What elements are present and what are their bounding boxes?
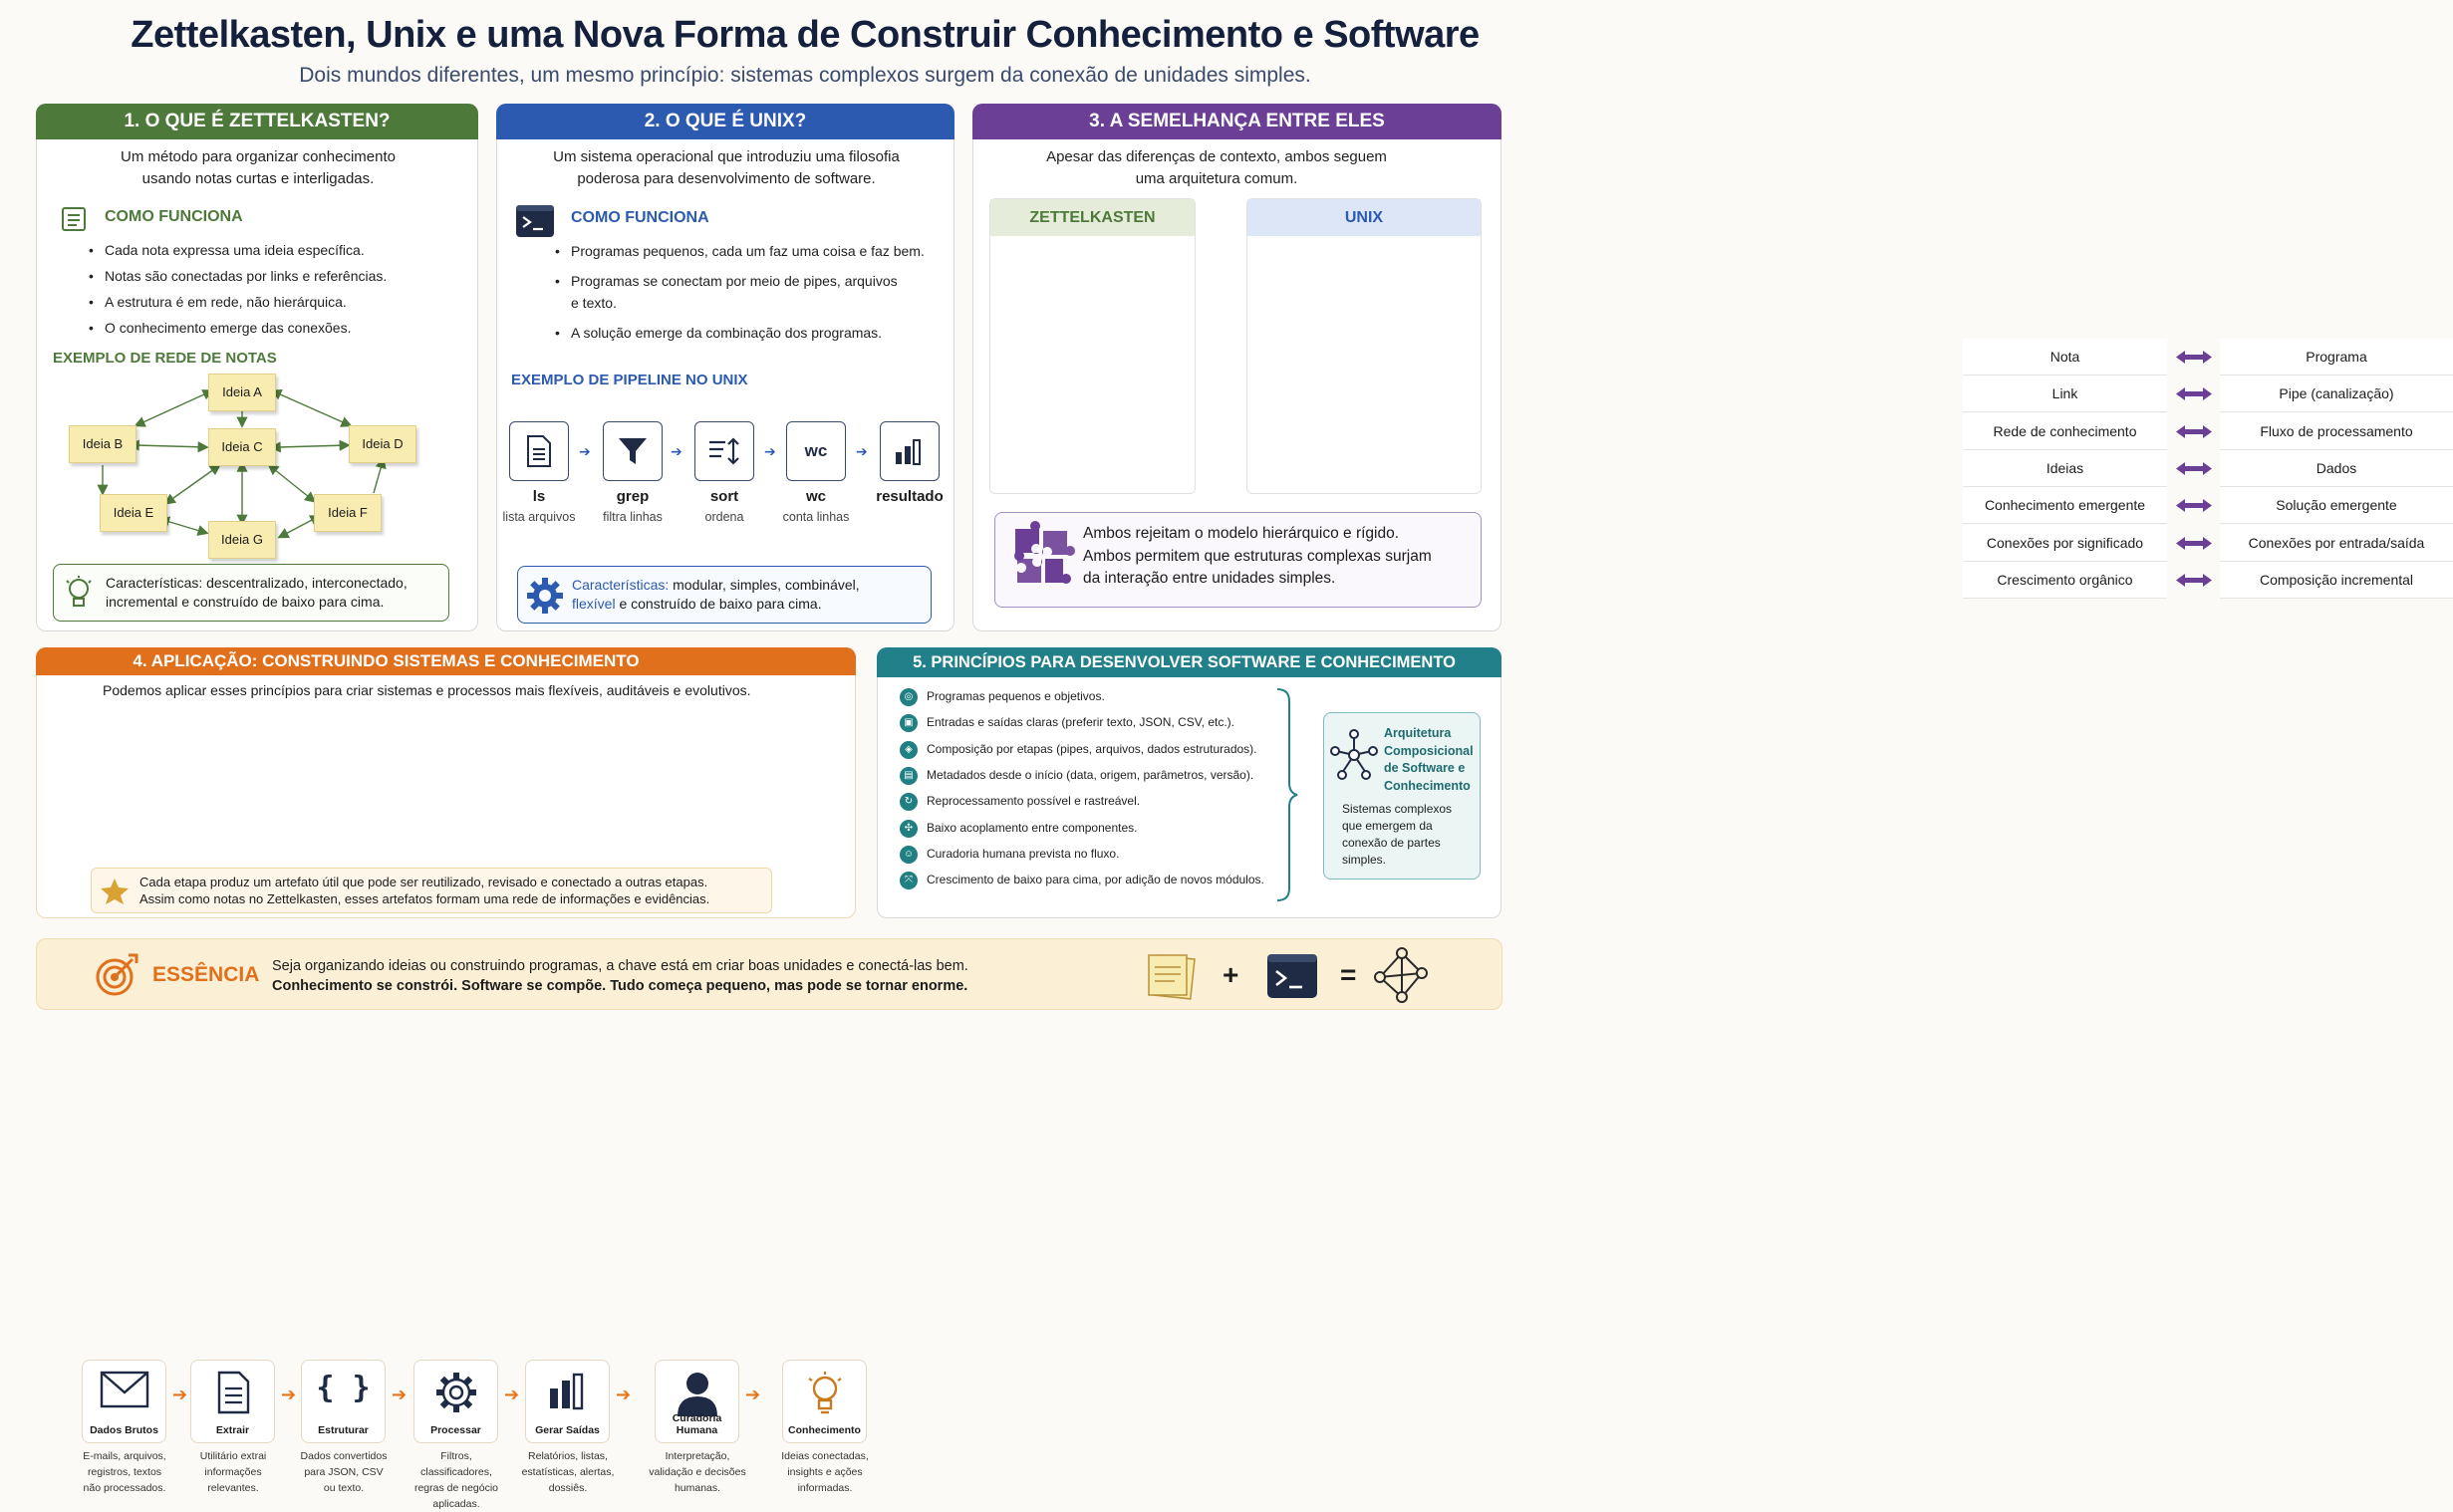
- column-header: UNIX: [1247, 199, 1481, 236]
- text-line: Características: descentralizado, interconectado,: [106, 575, 408, 591]
- equals-sign: =: [1340, 959, 1357, 990]
- text-line: E-mails, arquivos,: [83, 1450, 166, 1462]
- gear-icon: [526, 577, 564, 615]
- plus-sign: +: [1223, 959, 1239, 990]
- step-title: Extrair: [215, 1424, 250, 1436]
- double-arrow-icon: [2174, 525, 2214, 562]
- text-line: de Software e: [1384, 761, 1466, 775]
- pipeline-desc: conta linhas: [782, 510, 850, 524]
- process-step-card: [655, 1360, 739, 1443]
- principle-icon: ↻: [900, 793, 918, 811]
- process-step-card: [413, 1360, 498, 1443]
- intro-line: Apesar das diferenças de contexto, ambos seguem: [1046, 148, 1387, 165]
- principle-icon: ▣: [900, 714, 918, 732]
- double-arrow-icon: [2174, 376, 2214, 412]
- terminal-icon: [1266, 953, 1318, 999]
- text-line: [572, 595, 860, 614]
- summary-text: [1083, 523, 1432, 591]
- text-line: Conhecimento: [1384, 778, 1471, 793]
- star-icon: [100, 877, 130, 906]
- principle-icon: ☺: [900, 846, 918, 864]
- list-item: [553, 270, 925, 314]
- text-line: e texto.: [571, 295, 617, 311]
- principle-icon: ✣: [900, 820, 918, 838]
- text-line: incremental e construído de baixo para cima.: [106, 594, 385, 610]
- text-line: Utilitário extrai: [199, 1450, 267, 1462]
- principle-item: Reprocessamento possível e rastreável.: [927, 794, 1141, 809]
- principle-icon: ◎: [900, 688, 918, 706]
- compare-cell-unix: Conexões por entrada/saída: [2220, 525, 2453, 562]
- text-line: informações: [204, 1466, 262, 1478]
- step-title: Dados Brutos: [90, 1424, 158, 1436]
- compare-cell-unix: Fluxo de processamento: [2220, 413, 2453, 450]
- notes-stack-icon: [1145, 951, 1199, 1003]
- text-span: modular, simples, combinável,: [669, 577, 860, 593]
- step-title: Gerar Saídas: [535, 1424, 600, 1436]
- note-idea-c: Ideia C: [208, 428, 276, 466]
- text-line: validação e decisões: [649, 1466, 746, 1478]
- compare-cell-zettelkasten: Ideias: [1963, 450, 2167, 487]
- section-heading: 2. O QUE É UNIX?: [496, 104, 954, 139]
- pipe-arrow-icon: ➔: [671, 443, 682, 459]
- principle-item: Curadoria humana prevista no fluxo.: [927, 846, 1120, 861]
- step-desc: [294, 1448, 394, 1496]
- text-line: Conhecimento se constrói. Software se compõe. Tudo começa pequeno, mas pode se tornar enorme.: [272, 978, 968, 994]
- text-span: e construído de baixo para cima.: [615, 596, 822, 612]
- pipeline-step-ls: [509, 421, 569, 481]
- pipe-arrow-icon: ➔: [764, 443, 776, 459]
- double-arrow-icon: [2174, 339, 2214, 376]
- principle-icon: ⤧: [900, 872, 918, 889]
- intro-line: uma arquitetura comum.: [1135, 170, 1298, 187]
- section-intro: Podemos aplicar esses princípios para criar sistemas e processos mais flexíveis, auditáveis e evolutivos.: [103, 682, 751, 698]
- text-line: Programas se conectam por meio de pipes, arquivos: [571, 273, 898, 289]
- double-arrow-icon: [2174, 450, 2214, 487]
- text-line: Dados convertidos: [300, 1450, 388, 1462]
- compare-cell-zettelkasten: Nota: [1963, 339, 2167, 376]
- pipeline-name: sort: [709, 488, 739, 505]
- wc-icon: wc: [804, 441, 828, 460]
- step-desc: [775, 1448, 875, 1496]
- pipeline-step-wc: [786, 421, 846, 481]
- text-line: humanas.: [674, 1482, 721, 1494]
- compare-cell-zettelkasten: Conhecimento emergente: [1963, 487, 2167, 524]
- page-title: Zettelkasten, Unix e uma Nova Forma de Construir Conhecimento e Software: [131, 14, 1480, 56]
- text-line: Relatórios, listas,: [528, 1450, 608, 1462]
- step-arrow-icon: ➔: [745, 1385, 761, 1404]
- list-item: • Notas são conectadas por links e referências.: [87, 263, 387, 289]
- text-line: ou texto.: [323, 1482, 365, 1494]
- principle-item: Entradas e saídas claras (preferir texto, JSON, CSV, etc.).: [927, 715, 1235, 730]
- text-line: regras de negócio: [413, 1482, 499, 1494]
- section-heading: 4. APLICAÇÃO: CONSTRUINDO SISTEMAS E CONHECIMENTO: [36, 647, 856, 675]
- intro-line: Um sistema operacional que introduziu uma filosofia: [553, 148, 900, 165]
- step-desc: [183, 1448, 283, 1496]
- compare-cell-zettelkasten: Crescimento orgânico: [1963, 562, 2167, 599]
- list-item: • O conhecimento emerge das conexões.: [87, 315, 387, 341]
- note-idea-g: Ideia G: [208, 521, 276, 559]
- essence-bar: [36, 938, 1502, 1010]
- bar-chart-icon: [526, 1371, 609, 1410]
- gear-icon: [414, 1371, 497, 1414]
- section-similarity: [972, 104, 2425, 631]
- text-line: insights e ações: [787, 1466, 863, 1478]
- puzzle-icon: [1011, 525, 1071, 587]
- text-line: da interação entre unidades simples.: [1083, 570, 1336, 587]
- step-arrow-icon: ➔: [392, 1385, 408, 1404]
- characteristics-text: [106, 574, 408, 612]
- summary-box: [994, 512, 1482, 608]
- pipeline-desc: lista arquivos: [502, 510, 576, 524]
- principle-item: Baixo acoplamento entre componentes.: [927, 820, 1138, 835]
- list-item: • A estrutura é em rede, não hierárquica.: [87, 289, 387, 315]
- lightbulb-icon: [783, 1371, 866, 1416]
- text-line: Ambos rejeitam o modelo hierárquico e rígido.: [1083, 525, 1400, 542]
- section-intro: [497, 146, 955, 190]
- intro-line: usando notas curtas e interligadas.: [141, 170, 375, 187]
- step-arrow-icon: ➔: [504, 1385, 520, 1404]
- section-heading: 1. O QUE É ZETTELKASTEN?: [36, 104, 478, 139]
- terminal-icon: [515, 204, 555, 238]
- compare-cell-zettelkasten: Link: [1963, 376, 2167, 412]
- text-line: Sistemas complexos: [1342, 802, 1453, 816]
- note-idea-b: Ideia B: [69, 425, 136, 463]
- pipeline-step-result: [880, 421, 940, 481]
- column-header: ZETTELKASTEN: [990, 199, 1195, 236]
- text-line: [572, 576, 860, 595]
- process-step-card: [782, 1360, 867, 1443]
- text-line: não processados.: [83, 1482, 166, 1494]
- braces-icon: { }: [316, 1371, 371, 1405]
- compare-cell-unix: Solução emergente: [2220, 487, 2453, 524]
- principle-icon: ◈: [900, 741, 918, 759]
- bullet-list: [87, 237, 387, 341]
- text-line: conexão de partes: [1342, 836, 1441, 850]
- bracket-icon: [1275, 687, 1299, 902]
- step-desc: [75, 1448, 174, 1496]
- how-it-works-title: COMO FUNCIONA: [105, 208, 243, 225]
- intro-line: Um método para organizar conhecimento: [121, 148, 396, 165]
- envelope-icon: [83, 1371, 165, 1408]
- compare-cell-zettelkasten: Conexões por significado: [1963, 525, 2167, 562]
- list-item: • Programas pequenos, cada um faz uma coisa e faz bem.: [553, 240, 925, 262]
- pipeline-name: grep: [616, 488, 650, 505]
- step-desc: [518, 1448, 618, 1496]
- double-arrow-icon: [2174, 562, 2214, 599]
- char-label: Características:: [572, 577, 670, 593]
- notes-icon: [59, 204, 89, 234]
- compare-cell-unix: Programa: [2220, 339, 2453, 376]
- compare-cell-unix: Dados: [2220, 450, 2453, 487]
- process-step-card: [190, 1360, 275, 1443]
- principle-item: Programas pequenos e objetivos.: [927, 689, 1105, 703]
- section-unix: [496, 104, 954, 631]
- architecture-title: [1384, 725, 1474, 795]
- text-line: registros, textos: [87, 1466, 162, 1478]
- text-line: Seja organizando ideias ou construindo programas, a chave está em criar boas unidades e conectá-las bem.: [272, 958, 968, 974]
- target-icon: [95, 953, 138, 997]
- note-idea-a: Ideia A: [208, 374, 276, 411]
- step-arrow-icon: ➔: [172, 1385, 188, 1404]
- section-heading: 5. PRINCÍPIOS PARA DESENVOLVER SOFTWARE E CONHECIMENTO: [877, 647, 1501, 677]
- section-heading: 3. A SEMELHANÇA ENTRE ELES: [972, 104, 1501, 139]
- pipeline-desc: filtra linhas: [603, 510, 663, 524]
- principle-icon: ▤: [900, 767, 918, 785]
- text-line: Arquitetura: [1384, 726, 1452, 740]
- char-label: flexível: [572, 596, 616, 612]
- pipeline-step-sort: [694, 421, 754, 481]
- characteristics-text: [572, 576, 860, 614]
- list-item: • Cada nota expressa uma ideia específica.: [87, 237, 387, 263]
- bar-chart-icon: [893, 436, 927, 466]
- step-desc: [407, 1448, 506, 1512]
- text-line: informadas.: [797, 1482, 853, 1494]
- list-item: • A solução emerge da combinação dos programas.: [553, 322, 925, 344]
- process-step-card: [301, 1360, 386, 1443]
- bullet-list: [553, 240, 925, 344]
- example-title: EXEMPLO DE REDE DE NOTAS: [53, 350, 277, 367]
- step-arrow-icon: ➔: [616, 1385, 632, 1404]
- sort-icon: [707, 436, 741, 466]
- page-subtitle: Dois mundos diferentes, um mesmo princípio: sistemas complexos surgem da conexão de unidades simples.: [299, 64, 1311, 87]
- pipeline-desc: ordena: [704, 510, 744, 524]
- pipeline-name: ls: [532, 488, 546, 505]
- how-it-works-title: COMO FUNCIONA: [571, 209, 709, 226]
- process-step-card: [525, 1360, 610, 1443]
- text-line: Interpretação,: [665, 1450, 730, 1462]
- text-line: dossiês.: [548, 1482, 588, 1494]
- text-line: simples.: [1342, 853, 1387, 867]
- lightbulb-icon: [64, 575, 94, 613]
- note-idea-d: Ideia D: [349, 425, 416, 463]
- pipe-arrow-icon: ➔: [579, 443, 591, 459]
- step-desc: [648, 1448, 747, 1496]
- intro-line: poderosa para desenvolvimento de software.: [577, 170, 876, 187]
- footer-box: [91, 868, 772, 913]
- compare-column-zettelkasten: [989, 198, 1196, 494]
- network-icon: [1372, 945, 1432, 1005]
- pipeline-name: wc: [805, 488, 826, 505]
- pipe-arrow-icon: ➔: [856, 443, 868, 459]
- double-arrow-icon: [2174, 413, 2214, 450]
- section-intro: [37, 146, 479, 190]
- document-icon: [525, 434, 553, 468]
- compare-cell-zettelkasten: Rede de conhecimento: [1963, 413, 2167, 450]
- document-icon: [191, 1371, 274, 1414]
- text-line: Ideias conectadas,: [781, 1450, 869, 1462]
- text-line: Cada etapa produz um artefato útil que pode ser reutilizado, revisado e conectado a outras etapas.: [139, 875, 708, 889]
- example-title: EXEMPLO DE PIPELINE NO UNIX: [511, 372, 748, 388]
- step-title: Estruturar: [318, 1424, 369, 1436]
- characteristics-box: [517, 566, 932, 624]
- text-line: Composicional: [1384, 743, 1474, 758]
- essence-text: [272, 956, 968, 996]
- step-title: Processar: [430, 1424, 481, 1436]
- text-line: que emergem da: [1342, 819, 1433, 833]
- step-title: Conhecimento: [788, 1424, 861, 1436]
- step-arrow-icon: ➔: [281, 1385, 297, 1404]
- section-intro: [973, 146, 1460, 190]
- step-title: Curadoria Humana: [672, 1412, 722, 1436]
- text-line: relevantes.: [207, 1482, 259, 1494]
- compare-cell-unix: Composição incremental: [2220, 562, 2453, 599]
- principle-item: Crescimento de baixo para cima, por adição de novos módulos.: [927, 873, 1264, 887]
- compare-column-unix: [1246, 198, 1482, 494]
- principle-item: Metadados desde o início (data, origem, parâmetros, versão).: [927, 767, 1254, 782]
- characteristics-box: [53, 564, 449, 622]
- text-line: Filtros, classificadores,: [420, 1450, 492, 1478]
- text-line: aplicadas.: [432, 1498, 480, 1510]
- text-line: Assim como notas no Zettelkasten, esses artefatos formam uma rede de informações e evidências.: [139, 891, 710, 906]
- text-line: para JSON, CSV: [304, 1466, 384, 1478]
- essence-label: ESSÊNCIA: [152, 963, 260, 986]
- note-idea-f: Ideia F: [314, 494, 382, 532]
- pipeline-name: resultado: [876, 488, 944, 505]
- filter-icon: [617, 435, 649, 467]
- text-line: Ambos permitem que estruturas complexas surjam: [1083, 547, 1432, 565]
- footer-text: [139, 874, 709, 907]
- architecture-desc: [1342, 801, 1452, 869]
- pipeline-step-grep: [603, 421, 663, 481]
- principle-item: Composição por etapas (pipes, arquivos, dados estruturados).: [927, 741, 1257, 756]
- compare-cell-unix: Pipe (canalização): [2220, 376, 2453, 412]
- text-line: estatísticas, alertas,: [521, 1466, 615, 1478]
- person-icon: [656, 1371, 738, 1416]
- double-arrow-icon: [2174, 487, 2214, 524]
- note-idea-e: Ideia E: [100, 494, 167, 532]
- architecture-box: [1323, 712, 1481, 880]
- section-zettelkasten: [36, 104, 478, 631]
- process-step-card: [82, 1360, 166, 1443]
- network-icon: [1330, 729, 1378, 781]
